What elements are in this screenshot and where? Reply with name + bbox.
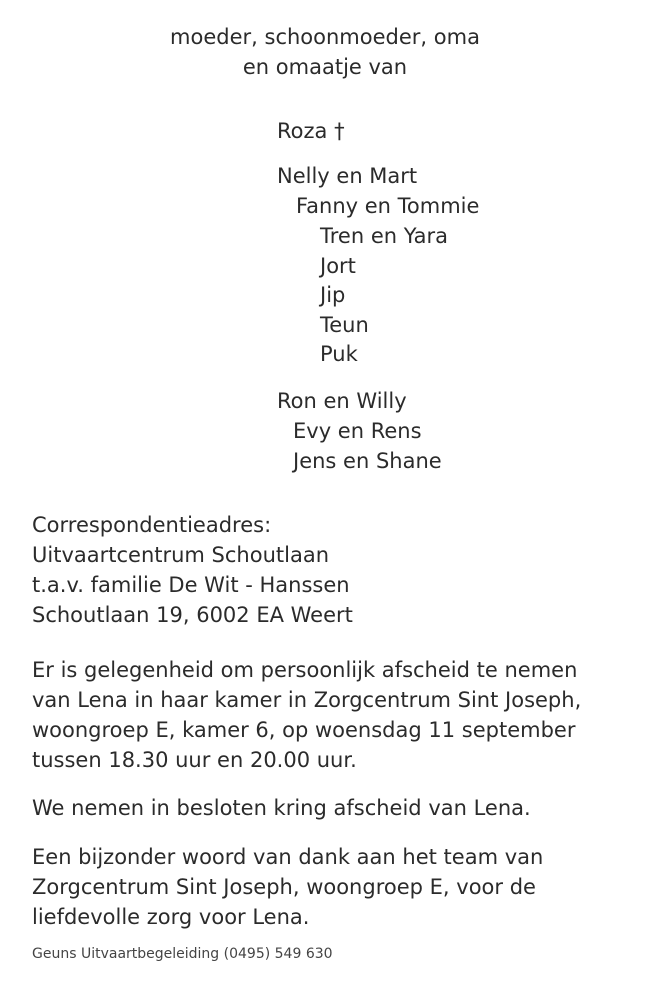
family-grandchild: Teun <box>320 313 369 337</box>
family-child: Evy en Rens <box>293 419 422 443</box>
farewell-paragraph <box>32 655 581 775</box>
family-grandchild: Jort <box>320 254 356 278</box>
paragraph-line: Zorgcentrum Sint Joseph, woongroep E, voor de <box>32 875 536 899</box>
family-child-fanny: Fanny en Tommie <box>296 194 480 218</box>
address-label: Correspondentieadres: <box>32 513 272 537</box>
paragraph-line: Een bijzonder woord van dank aan het team van <box>32 845 544 869</box>
family-grandchild: Jip <box>320 283 346 307</box>
address-line: Schoutlaan 19, 6002 EA Weert <box>32 603 353 627</box>
family-parents-nelly: Nelly en Mart <box>277 164 418 188</box>
family-member-roza: Roza † <box>277 119 345 143</box>
paragraph-line: woongroep E, kamer 6, op woensdag 11 september <box>32 718 576 742</box>
correspondence-address <box>32 510 353 630</box>
intro-line-2: en omaatje van <box>242 55 408 79</box>
paragraph-line: tussen 18.30 uur en 20.00 uur. <box>32 748 357 772</box>
paragraph-line: van Lena in haar kamer in Zorgcentrum Sint Joseph, <box>32 688 582 712</box>
paragraph-line: liefdevolle zorg voor Lena. <box>32 905 310 929</box>
family-grandchild: Puk <box>320 342 358 366</box>
family-child: Jens en Shane <box>293 449 442 473</box>
paragraph-line: Er is gelegenheid om persoonlijk afscheid te nemen <box>32 658 578 682</box>
paragraph-line: We nemen in besloten kring afscheid van Lena. <box>32 796 531 820</box>
private-ceremony-paragraph <box>32 793 531 823</box>
thanks-paragraph <box>32 842 543 932</box>
intro-text <box>0 22 648 82</box>
address-line: Uitvaartcentrum Schoutlaan <box>32 543 330 567</box>
intro-line-1: moeder, schoonmoeder, oma <box>170 25 480 49</box>
address-line: t.a.v. familie De Wit - Hanssen <box>32 573 350 597</box>
funeral-director-footer: Geuns Uitvaartbegeleiding (0495) 549 630 <box>32 946 333 962</box>
family-parents-ron: Ron en Willy <box>277 389 407 413</box>
family-grandchild: Tren en Yara <box>320 224 449 248</box>
